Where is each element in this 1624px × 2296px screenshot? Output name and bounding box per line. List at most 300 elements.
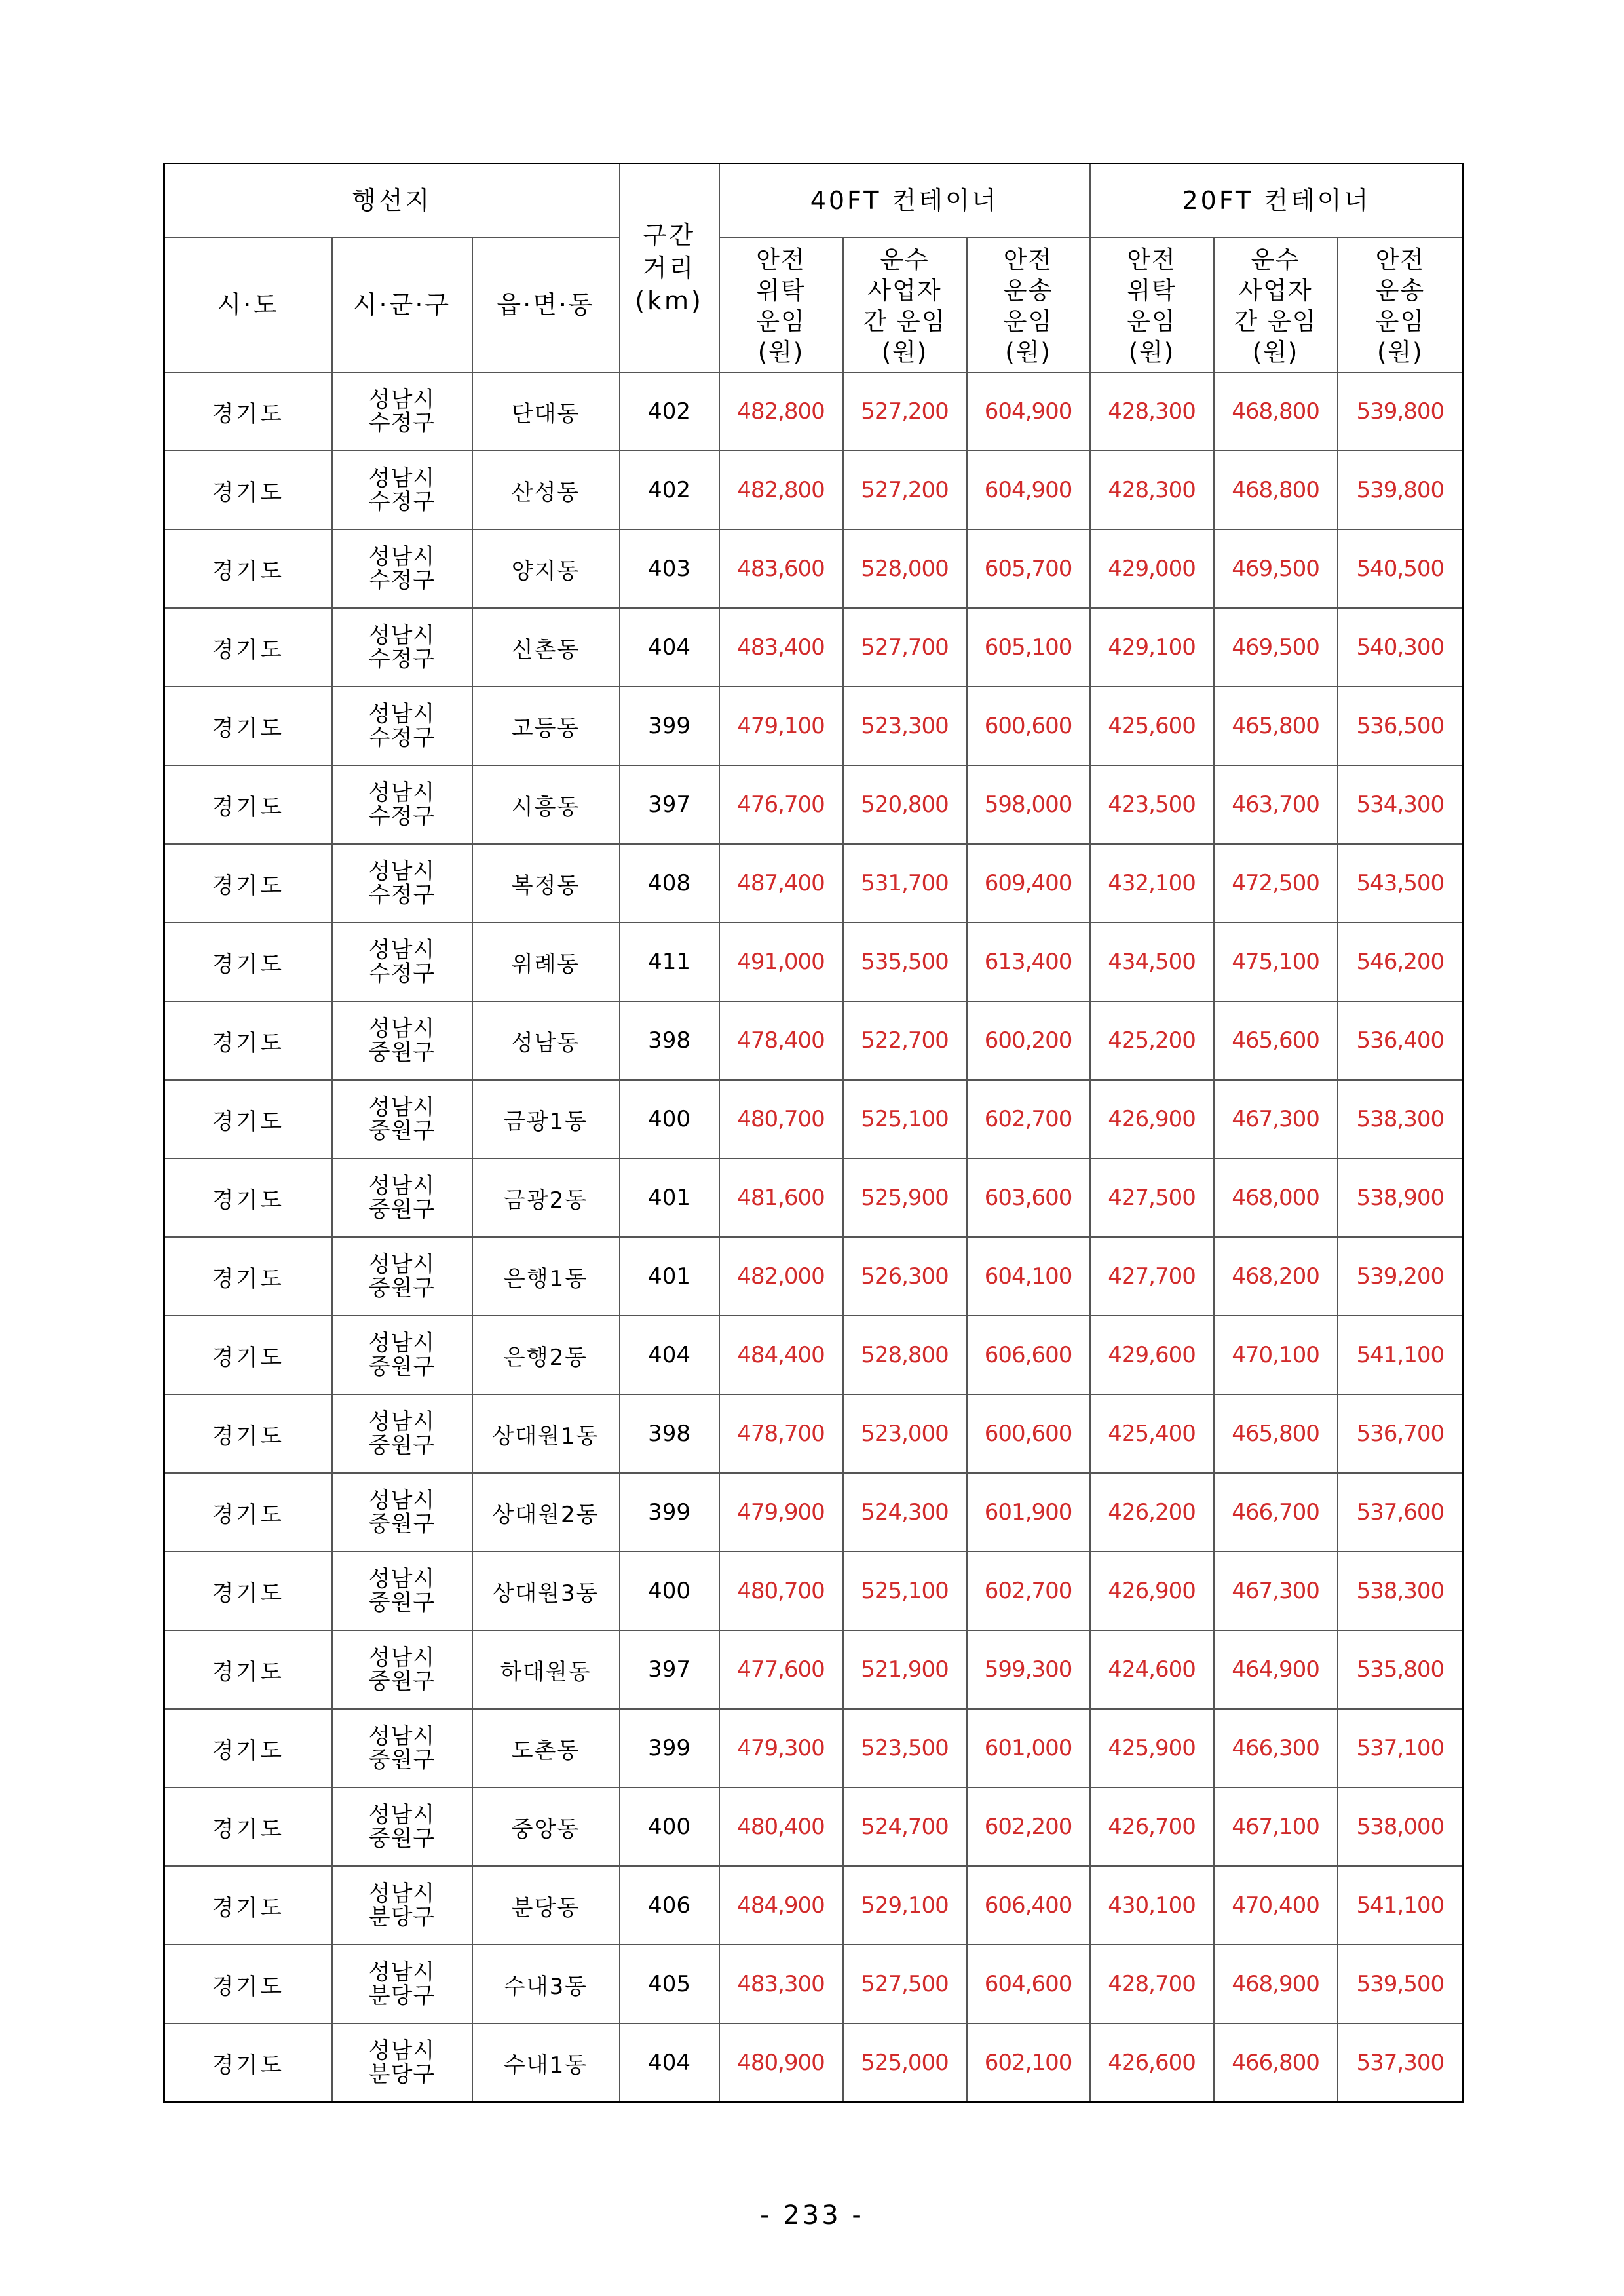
province-cell: 경기도 [164, 1237, 332, 1316]
distance-cell: 400 [620, 1788, 719, 1866]
city-name: 성남시 [368, 622, 436, 649]
city-name: 성남시 [368, 387, 436, 413]
distance-cell: 404 [620, 2023, 719, 2103]
distance-cell: 403 [620, 529, 719, 608]
province-cell: 경기도 [164, 1552, 332, 1630]
fare-20ft-cell: 426,200 [1090, 1473, 1214, 1552]
table-row [164, 1394, 1463, 1473]
distance-header [620, 164, 719, 373]
fare-20ft-cell: 540,300 [1338, 608, 1463, 687]
fare-40ft-cell: 527,700 [843, 608, 967, 687]
dong-cell: 위례동 [472, 923, 620, 1001]
fare-20ft-cell: 469,500 [1214, 608, 1338, 687]
table-row [164, 1709, 1463, 1788]
fare-40ft-cell: 483,300 [719, 1945, 843, 2023]
fare-40ft-cell: 606,600 [967, 1316, 1090, 1394]
province-cell: 경기도 [164, 1709, 332, 1788]
district-name: 수정구 [368, 725, 436, 751]
district-name: 중원구 [368, 1039, 436, 1065]
city-cell [332, 1866, 472, 1945]
city-name: 성남시 [368, 1723, 436, 1750]
distance-cell: 406 [620, 1866, 719, 1945]
col-40ft-inter-carrier-label: 운수 사업자 간 운임 (원) [863, 246, 947, 366]
fare-40ft-cell: 602,700 [967, 1080, 1090, 1158]
fare-20ft-cell: 430,100 [1090, 1866, 1214, 1945]
fare-40ft-cell: 477,600 [719, 1630, 843, 1709]
city-name: 성남시 [368, 1094, 436, 1120]
fare-40ft-cell: 525,000 [843, 2023, 967, 2103]
distance-cell: 408 [620, 844, 719, 923]
fare-20ft-cell: 475,100 [1214, 923, 1338, 1001]
city-name: 성남시 [368, 1802, 436, 1828]
distance-cell: 398 [620, 1001, 719, 1080]
dong-cell: 복정동 [472, 844, 620, 923]
dong-cell: 도촌동 [472, 1709, 620, 1788]
fare-40ft-cell: 598,000 [967, 765, 1090, 844]
fare-20ft-cell: 535,800 [1338, 1630, 1463, 1709]
dong-cell: 상대원2동 [472, 1473, 620, 1552]
fare-40ft-cell: 604,900 [967, 372, 1090, 451]
province-cell: 경기도 [164, 1945, 332, 2023]
city-cell [332, 372, 472, 451]
fare-40ft-cell: 599,300 [967, 1630, 1090, 1709]
col-city-header: 시·군·구 [332, 237, 472, 372]
fare-20ft-cell: 538,000 [1338, 1788, 1463, 1866]
fare-40ft-cell: 482,800 [719, 451, 843, 529]
fare-40ft-cell: 484,400 [719, 1316, 843, 1394]
fare-40ft-cell: 527,200 [843, 372, 967, 451]
fare-40ft-cell: 491,000 [719, 923, 843, 1001]
fare-20ft-cell: 539,200 [1338, 1237, 1463, 1316]
fare-40ft-cell: 602,100 [967, 2023, 1090, 2103]
city-cell [332, 1709, 472, 1788]
dong-cell: 하대원동 [472, 1630, 620, 1709]
fare-40ft-cell: 600,200 [967, 1001, 1090, 1080]
province-cell: 경기도 [164, 1316, 332, 1394]
city-cell [332, 1788, 472, 1866]
fare-20ft-cell: 467,300 [1214, 1080, 1338, 1158]
distance-cell: 404 [620, 1316, 719, 1394]
city-name: 성남시 [368, 1645, 436, 1671]
city-cell [332, 2023, 472, 2103]
col-20ft-inter-carrier-label: 운수 사업자 간 운임 (원) [1234, 246, 1317, 366]
fare-40ft-cell: 602,700 [967, 1552, 1090, 1630]
col-20ft-safety-consign-label: 안전 위탁 운임 (원) [1127, 246, 1177, 366]
table-row [164, 1473, 1463, 1552]
province-cell: 경기도 [164, 1473, 332, 1552]
col-dong-header: 읍·면·동 [472, 237, 620, 372]
fare-40ft-cell: 605,100 [967, 608, 1090, 687]
city-cell [332, 1394, 472, 1473]
dong-cell: 상대원3동 [472, 1552, 620, 1630]
fare-40ft-cell: 480,700 [719, 1080, 843, 1158]
district-name: 중원구 [368, 1354, 436, 1380]
fare-20ft-cell: 537,600 [1338, 1473, 1463, 1552]
fare-40ft-cell: 528,000 [843, 529, 967, 608]
fare-40ft-cell: 526,300 [843, 1237, 967, 1316]
dong-cell: 산성동 [472, 451, 620, 529]
province-cell: 경기도 [164, 687, 332, 765]
province-cell: 경기도 [164, 1788, 332, 1866]
fare-40ft-cell: 604,900 [967, 451, 1090, 529]
fare-20ft-cell: 470,100 [1214, 1316, 1338, 1394]
distance-cell: 400 [620, 1552, 719, 1630]
fare-20ft-cell: 465,800 [1214, 1394, 1338, 1473]
fare-40ft-cell: 601,000 [967, 1709, 1090, 1788]
table-row [164, 1237, 1463, 1316]
district-name: 중원구 [368, 1668, 436, 1694]
dong-cell: 단대동 [472, 372, 620, 451]
fare-40ft-cell: 600,600 [967, 1394, 1090, 1473]
col-20ft-safety-transport [1338, 237, 1463, 372]
fare-40ft-cell: 478,400 [719, 1001, 843, 1080]
table-row [164, 1001, 1463, 1080]
dong-cell: 상대원1동 [472, 1394, 620, 1473]
fare-20ft-cell: 468,000 [1214, 1158, 1338, 1237]
fare-20ft-cell: 537,100 [1338, 1709, 1463, 1788]
fare-20ft-cell: 541,100 [1338, 1316, 1463, 1394]
fare-40ft-cell: 481,600 [719, 1158, 843, 1237]
city-cell [332, 529, 472, 608]
city-cell [332, 1001, 472, 1080]
distance-cell: 401 [620, 1158, 719, 1237]
city-cell [332, 1080, 472, 1158]
dong-cell: 고등동 [472, 687, 620, 765]
distance-cell: 404 [620, 608, 719, 687]
city-cell [332, 1552, 472, 1630]
district-name: 중원구 [368, 1511, 436, 1537]
city-name: 성남시 [368, 2038, 436, 2064]
province-cell: 경기도 [164, 2023, 332, 2103]
fare-40ft-cell: 480,400 [719, 1788, 843, 1866]
distance-cell: 398 [620, 1394, 719, 1473]
dong-cell: 금광2동 [472, 1158, 620, 1237]
fare-20ft-cell: 546,200 [1338, 923, 1463, 1001]
province-cell: 경기도 [164, 451, 332, 529]
district-name: 수정구 [368, 489, 436, 515]
district-name: 중원구 [368, 1826, 436, 1852]
fare-20ft-cell: 536,400 [1338, 1001, 1463, 1080]
distance-cell: 405 [620, 1945, 719, 2023]
dong-cell: 수내3동 [472, 1945, 620, 2023]
province-cell: 경기도 [164, 1080, 332, 1158]
city-name: 성남시 [368, 1959, 436, 1985]
city-name: 성남시 [368, 465, 436, 491]
fare-40ft-cell: 600,600 [967, 687, 1090, 765]
city-cell [332, 451, 472, 529]
table-row [164, 372, 1463, 451]
table-row [164, 765, 1463, 844]
city-cell [332, 1945, 472, 2023]
group-40ft-header: 40FT 컨테이너 [719, 164, 1090, 238]
fare-40ft-cell: 479,900 [719, 1473, 843, 1552]
fare-20ft-cell: 426,900 [1090, 1080, 1214, 1158]
fare-20ft-cell: 541,100 [1338, 1866, 1463, 1945]
fare-40ft-cell: 484,900 [719, 1866, 843, 1945]
fare-40ft-cell: 480,700 [719, 1552, 843, 1630]
city-name: 성남시 [368, 1881, 436, 1907]
destination-header: 행선지 [164, 164, 620, 238]
table-row [164, 1788, 1463, 1866]
province-cell: 경기도 [164, 1866, 332, 1945]
city-cell [332, 1316, 472, 1394]
province-cell: 경기도 [164, 844, 332, 923]
province-cell: 경기도 [164, 1158, 332, 1237]
fare-40ft-cell: 523,000 [843, 1394, 967, 1473]
fare-20ft-cell: 538,300 [1338, 1080, 1463, 1158]
city-name: 성남시 [368, 544, 436, 570]
city-cell [332, 1473, 472, 1552]
city-name: 성남시 [368, 858, 436, 885]
fare-20ft-cell: 469,500 [1214, 529, 1338, 608]
distance-cell: 401 [620, 1237, 719, 1316]
district-name: 중원구 [368, 1432, 436, 1459]
table-row [164, 923, 1463, 1001]
fare-20ft-cell: 426,600 [1090, 2023, 1214, 2103]
fare-40ft-cell: 479,300 [719, 1709, 843, 1788]
dong-cell: 은행1동 [472, 1237, 620, 1316]
fare-20ft-cell: 537,300 [1338, 2023, 1463, 2103]
city-name: 성남시 [368, 1487, 436, 1514]
fare-40ft-cell: 603,600 [967, 1158, 1090, 1237]
city-name: 성남시 [368, 1252, 436, 1278]
page-number: - 233 - [760, 2200, 864, 2230]
city-name: 성남시 [368, 1016, 436, 1042]
col-20ft-inter-carrier [1214, 237, 1338, 372]
distance-cell: 399 [620, 1473, 719, 1552]
city-cell [332, 1630, 472, 1709]
distance-cell: 400 [620, 1080, 719, 1158]
dong-cell: 성남동 [472, 1001, 620, 1080]
fare-20ft-cell: 534,300 [1338, 765, 1463, 844]
city-cell [332, 923, 472, 1001]
district-name: 수정구 [368, 410, 436, 436]
dong-cell: 은행2동 [472, 1316, 620, 1394]
fare-20ft-cell: 470,400 [1214, 1866, 1338, 1945]
fare-40ft-cell: 529,100 [843, 1866, 967, 1945]
fare-40ft-cell: 527,200 [843, 451, 967, 529]
dong-cell: 시흥동 [472, 765, 620, 844]
fare-40ft-cell: 483,600 [719, 529, 843, 608]
distance-header-label: 구간 거리 (km) [635, 221, 704, 315]
fare-20ft-cell: 466,300 [1214, 1709, 1338, 1788]
dong-cell: 금광1동 [472, 1080, 620, 1158]
fare-20ft-cell: 429,100 [1090, 608, 1214, 687]
fare-40ft-cell: 601,900 [967, 1473, 1090, 1552]
fare-table-body [164, 372, 1463, 2103]
fare-40ft-cell: 487,400 [719, 844, 843, 923]
fare-40ft-cell: 528,800 [843, 1316, 967, 1394]
dong-cell: 신촌동 [472, 608, 620, 687]
district-name: 중원구 [368, 1118, 436, 1144]
fare-20ft-cell: 428,300 [1090, 372, 1214, 451]
city-cell [332, 1237, 472, 1316]
fare-40ft-cell: 479,100 [719, 687, 843, 765]
province-cell: 경기도 [164, 765, 332, 844]
fare-20ft-cell: 426,700 [1090, 1788, 1214, 1866]
district-name: 수정구 [368, 567, 436, 594]
col-40ft-safety-transport-label: 안전 운송 운임 (원) [1003, 246, 1053, 366]
distance-cell: 397 [620, 765, 719, 844]
fare-40ft-cell: 523,300 [843, 687, 967, 765]
fare-40ft-cell: 520,800 [843, 765, 967, 844]
dong-cell: 양지동 [472, 529, 620, 608]
city-cell [332, 687, 472, 765]
fare-40ft-cell: 605,700 [967, 529, 1090, 608]
fare-20ft-cell: 425,600 [1090, 687, 1214, 765]
fare-40ft-cell: 606,400 [967, 1866, 1090, 1945]
table-row [164, 1866, 1463, 1945]
table-row [164, 844, 1463, 923]
city-cell [332, 765, 472, 844]
distance-cell: 399 [620, 687, 719, 765]
fare-20ft-cell: 423,500 [1090, 765, 1214, 844]
fare-20ft-cell: 427,700 [1090, 1237, 1214, 1316]
fare-20ft-cell: 429,600 [1090, 1316, 1214, 1394]
table-row [164, 608, 1463, 687]
fare-20ft-cell: 466,700 [1214, 1473, 1338, 1552]
table-row [164, 1552, 1463, 1630]
table-row [164, 2023, 1463, 2103]
fare-20ft-cell: 427,500 [1090, 1158, 1214, 1237]
table-row [164, 1080, 1463, 1158]
distance-cell: 402 [620, 451, 719, 529]
city-name: 성남시 [368, 780, 436, 806]
fare-20ft-cell: 463,700 [1214, 765, 1338, 844]
fare-20ft-cell: 425,200 [1090, 1001, 1214, 1080]
table-row [164, 1316, 1463, 1394]
city-name: 성남시 [368, 1173, 436, 1199]
district-name: 수정구 [368, 803, 436, 830]
dong-cell: 중앙동 [472, 1788, 620, 1866]
district-name: 중원구 [368, 1747, 436, 1773]
fare-20ft-cell: 464,900 [1214, 1630, 1338, 1709]
district-name: 분당구 [368, 1983, 436, 2009]
fare-20ft-cell: 467,300 [1214, 1552, 1338, 1630]
fare-40ft-cell: 521,900 [843, 1630, 967, 1709]
fare-20ft-cell: 468,800 [1214, 451, 1338, 529]
province-cell: 경기도 [164, 1001, 332, 1080]
fare-20ft-cell: 466,800 [1214, 2023, 1338, 2103]
fare-40ft-cell: 531,700 [843, 844, 967, 923]
city-cell [332, 1158, 472, 1237]
fare-20ft-cell: 536,700 [1338, 1394, 1463, 1473]
fare-40ft-cell: 527,500 [843, 1945, 967, 2023]
fare-40ft-cell: 524,700 [843, 1788, 967, 1866]
district-name: 수정구 [368, 882, 436, 908]
fare-table [163, 163, 1464, 2103]
fare-40ft-cell: 476,700 [719, 765, 843, 844]
fare-20ft-cell: 429,000 [1090, 529, 1214, 608]
distance-cell: 402 [620, 372, 719, 451]
district-name: 수정구 [368, 646, 436, 672]
fare-40ft-cell: 478,700 [719, 1394, 843, 1473]
city-name: 성남시 [368, 1566, 436, 1592]
fare-20ft-cell: 428,700 [1090, 1945, 1214, 2023]
province-cell: 경기도 [164, 372, 332, 451]
fare-20ft-cell: 465,800 [1214, 687, 1338, 765]
table-row [164, 1630, 1463, 1709]
fare-40ft-cell: 483,400 [719, 608, 843, 687]
fare-20ft-cell: 468,900 [1214, 1945, 1338, 2023]
col-20ft-safety-transport-label: 안전 운송 운임 (원) [1375, 246, 1426, 366]
fare-20ft-cell: 543,500 [1338, 844, 1463, 923]
fare-20ft-cell: 434,500 [1090, 923, 1214, 1001]
dong-cell: 수내1동 [472, 2023, 620, 2103]
distance-cell: 411 [620, 923, 719, 1001]
col-20ft-safety-consign [1090, 237, 1214, 372]
province-cell: 경기도 [164, 923, 332, 1001]
city-name: 성남시 [368, 1409, 436, 1435]
fare-20ft-cell: 426,900 [1090, 1552, 1214, 1630]
city-name: 성남시 [368, 937, 436, 963]
fare-40ft-cell: 602,200 [967, 1788, 1090, 1866]
fare-40ft-cell: 525,900 [843, 1158, 967, 1237]
group-20ft-header: 20FT 컨테이너 [1090, 164, 1463, 238]
fare-20ft-cell: 432,100 [1090, 844, 1214, 923]
fare-20ft-cell: 468,800 [1214, 372, 1338, 451]
fare-20ft-cell: 465,600 [1214, 1001, 1338, 1080]
fare-40ft-cell: 482,000 [719, 1237, 843, 1316]
city-cell [332, 844, 472, 923]
distance-cell: 399 [620, 1709, 719, 1788]
fare-40ft-cell: 480,900 [719, 2023, 843, 2103]
fare-20ft-cell: 424,600 [1090, 1630, 1214, 1709]
col-40ft-inter-carrier [843, 237, 967, 372]
fare-20ft-cell: 425,400 [1090, 1394, 1214, 1473]
province-cell: 경기도 [164, 529, 332, 608]
fare-40ft-cell: 525,100 [843, 1080, 967, 1158]
fare-40ft-cell: 535,500 [843, 923, 967, 1001]
fare-20ft-cell: 467,100 [1214, 1788, 1338, 1866]
fare-20ft-cell: 425,900 [1090, 1709, 1214, 1788]
fare-40ft-cell: 609,400 [967, 844, 1090, 923]
district-name: 중원구 [368, 1590, 436, 1616]
fare-20ft-cell: 538,300 [1338, 1552, 1463, 1630]
distance-cell: 397 [620, 1630, 719, 1709]
fare-40ft-cell: 482,800 [719, 372, 843, 451]
fare-20ft-cell: 468,200 [1214, 1237, 1338, 1316]
col-province-header: 시·도 [164, 237, 332, 372]
table-row [164, 451, 1463, 529]
fare-20ft-cell: 539,800 [1338, 372, 1463, 451]
fare-20ft-cell: 540,500 [1338, 529, 1463, 608]
fare-20ft-cell: 539,800 [1338, 451, 1463, 529]
fare-20ft-cell: 536,500 [1338, 687, 1463, 765]
col-40ft-safety-consign-label: 안전 위탁 운임 (원) [756, 246, 806, 366]
fare-40ft-cell: 604,100 [967, 1237, 1090, 1316]
table-row [164, 687, 1463, 765]
fare-20ft-cell: 539,500 [1338, 1945, 1463, 2023]
province-cell: 경기도 [164, 1630, 332, 1709]
district-name: 수정구 [368, 961, 436, 987]
col-40ft-safety-transport [967, 237, 1090, 372]
city-name: 성남시 [368, 701, 436, 727]
table-row [164, 1158, 1463, 1237]
fare-40ft-cell: 613,400 [967, 923, 1090, 1001]
city-cell [332, 608, 472, 687]
district-name: 중원구 [368, 1196, 436, 1223]
city-name: 성남시 [368, 1330, 436, 1356]
fare-40ft-cell: 523,500 [843, 1709, 967, 1788]
fare-40ft-cell: 522,700 [843, 1001, 967, 1080]
district-name: 분당구 [368, 1904, 436, 1930]
col-40ft-safety-consign [719, 237, 843, 372]
table-row [164, 529, 1463, 608]
province-cell: 경기도 [164, 608, 332, 687]
fare-20ft-cell: 538,900 [1338, 1158, 1463, 1237]
district-name: 분당구 [368, 2061, 436, 2088]
